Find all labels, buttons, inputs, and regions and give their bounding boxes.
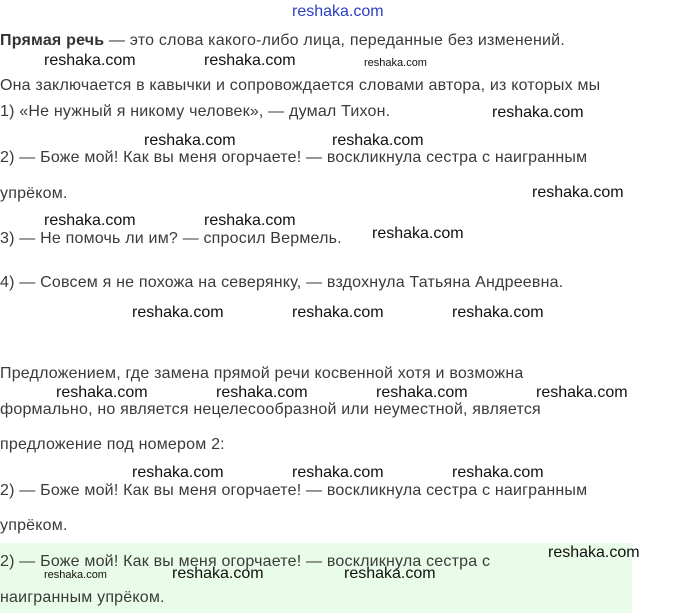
definition-term: Прямая речь	[0, 32, 105, 49]
watermark: reshaka.com	[292, 304, 384, 321]
watermark: reshaka.com	[44, 52, 136, 69]
watermark: reshaka.com	[172, 565, 264, 582]
repeat-line-2: упрёком.	[0, 517, 68, 534]
option-1: 1) «Не нужный я никому человек», — думал Тихон.	[0, 103, 391, 120]
watermark: reshaka.com	[44, 569, 107, 581]
option-3: 3) — Не помочь ли им? — спросил Вермель.	[0, 230, 342, 247]
watermark: reshaka.com	[372, 225, 464, 242]
watermark: reshaka.com	[216, 384, 308, 401]
answer-line-1: 2) — Боже мой! Как вы меня огорчаете! — воскликнула сестра с	[0, 553, 491, 570]
watermark: reshaka.com	[292, 464, 384, 481]
watermark: reshaka.com	[132, 464, 224, 481]
explanation-line-2: формально, но является нецелесообразной или неуместной, является	[0, 401, 541, 418]
explanation-line-3: предложение под номером 2:	[0, 436, 225, 453]
watermark: reshaka.com	[532, 184, 624, 201]
watermark: reshaka.com	[492, 104, 584, 121]
watermark: reshaka.com	[204, 212, 296, 229]
watermark: reshaka.com	[548, 544, 640, 561]
option-2: 2) — Боже мой! Как вы меня огорчаете! — воскликнула сестра с наигранным	[0, 149, 588, 166]
definition-text: — это слова какого-либо лица, переданные без изменений.	[104, 32, 565, 49]
watermark: reshaka.com	[44, 212, 136, 229]
watermark: reshaka.com	[376, 384, 468, 401]
explanation-line-1: Предложением, где замена прямой речи косвенной хотя и возможна	[0, 365, 524, 382]
option-2-continued: упрёком.	[0, 185, 68, 202]
definition-line-2: Она заключается в кавычки и сопровождается словами автора, из которых мы	[0, 77, 601, 94]
watermark: reshaka.com	[452, 464, 544, 481]
watermark: reshaka.com	[132, 304, 224, 321]
watermark: reshaka.com	[364, 57, 427, 69]
watermark: reshaka.com	[292, 3, 384, 20]
watermark: reshaka.com	[332, 132, 424, 149]
watermark: reshaka.com	[56, 384, 148, 401]
watermark: reshaka.com	[344, 565, 436, 582]
watermark: reshaka.com	[452, 304, 544, 321]
definition-line	[0, 31, 565, 51]
watermark: reshaka.com	[204, 52, 296, 69]
answer-line-2: наигранным упрёком.	[0, 589, 165, 606]
option-4: 4) — Совсем я не похожа на северянку, — вздохнула Татьяна Андреевна.	[0, 274, 564, 291]
repeat-line-1: 2) — Боже мой! Как вы меня огорчаете! — воскликнула сестра с наигранным	[0, 482, 588, 499]
watermark: reshaka.com	[536, 384, 628, 401]
watermark: reshaka.com	[144, 132, 236, 149]
